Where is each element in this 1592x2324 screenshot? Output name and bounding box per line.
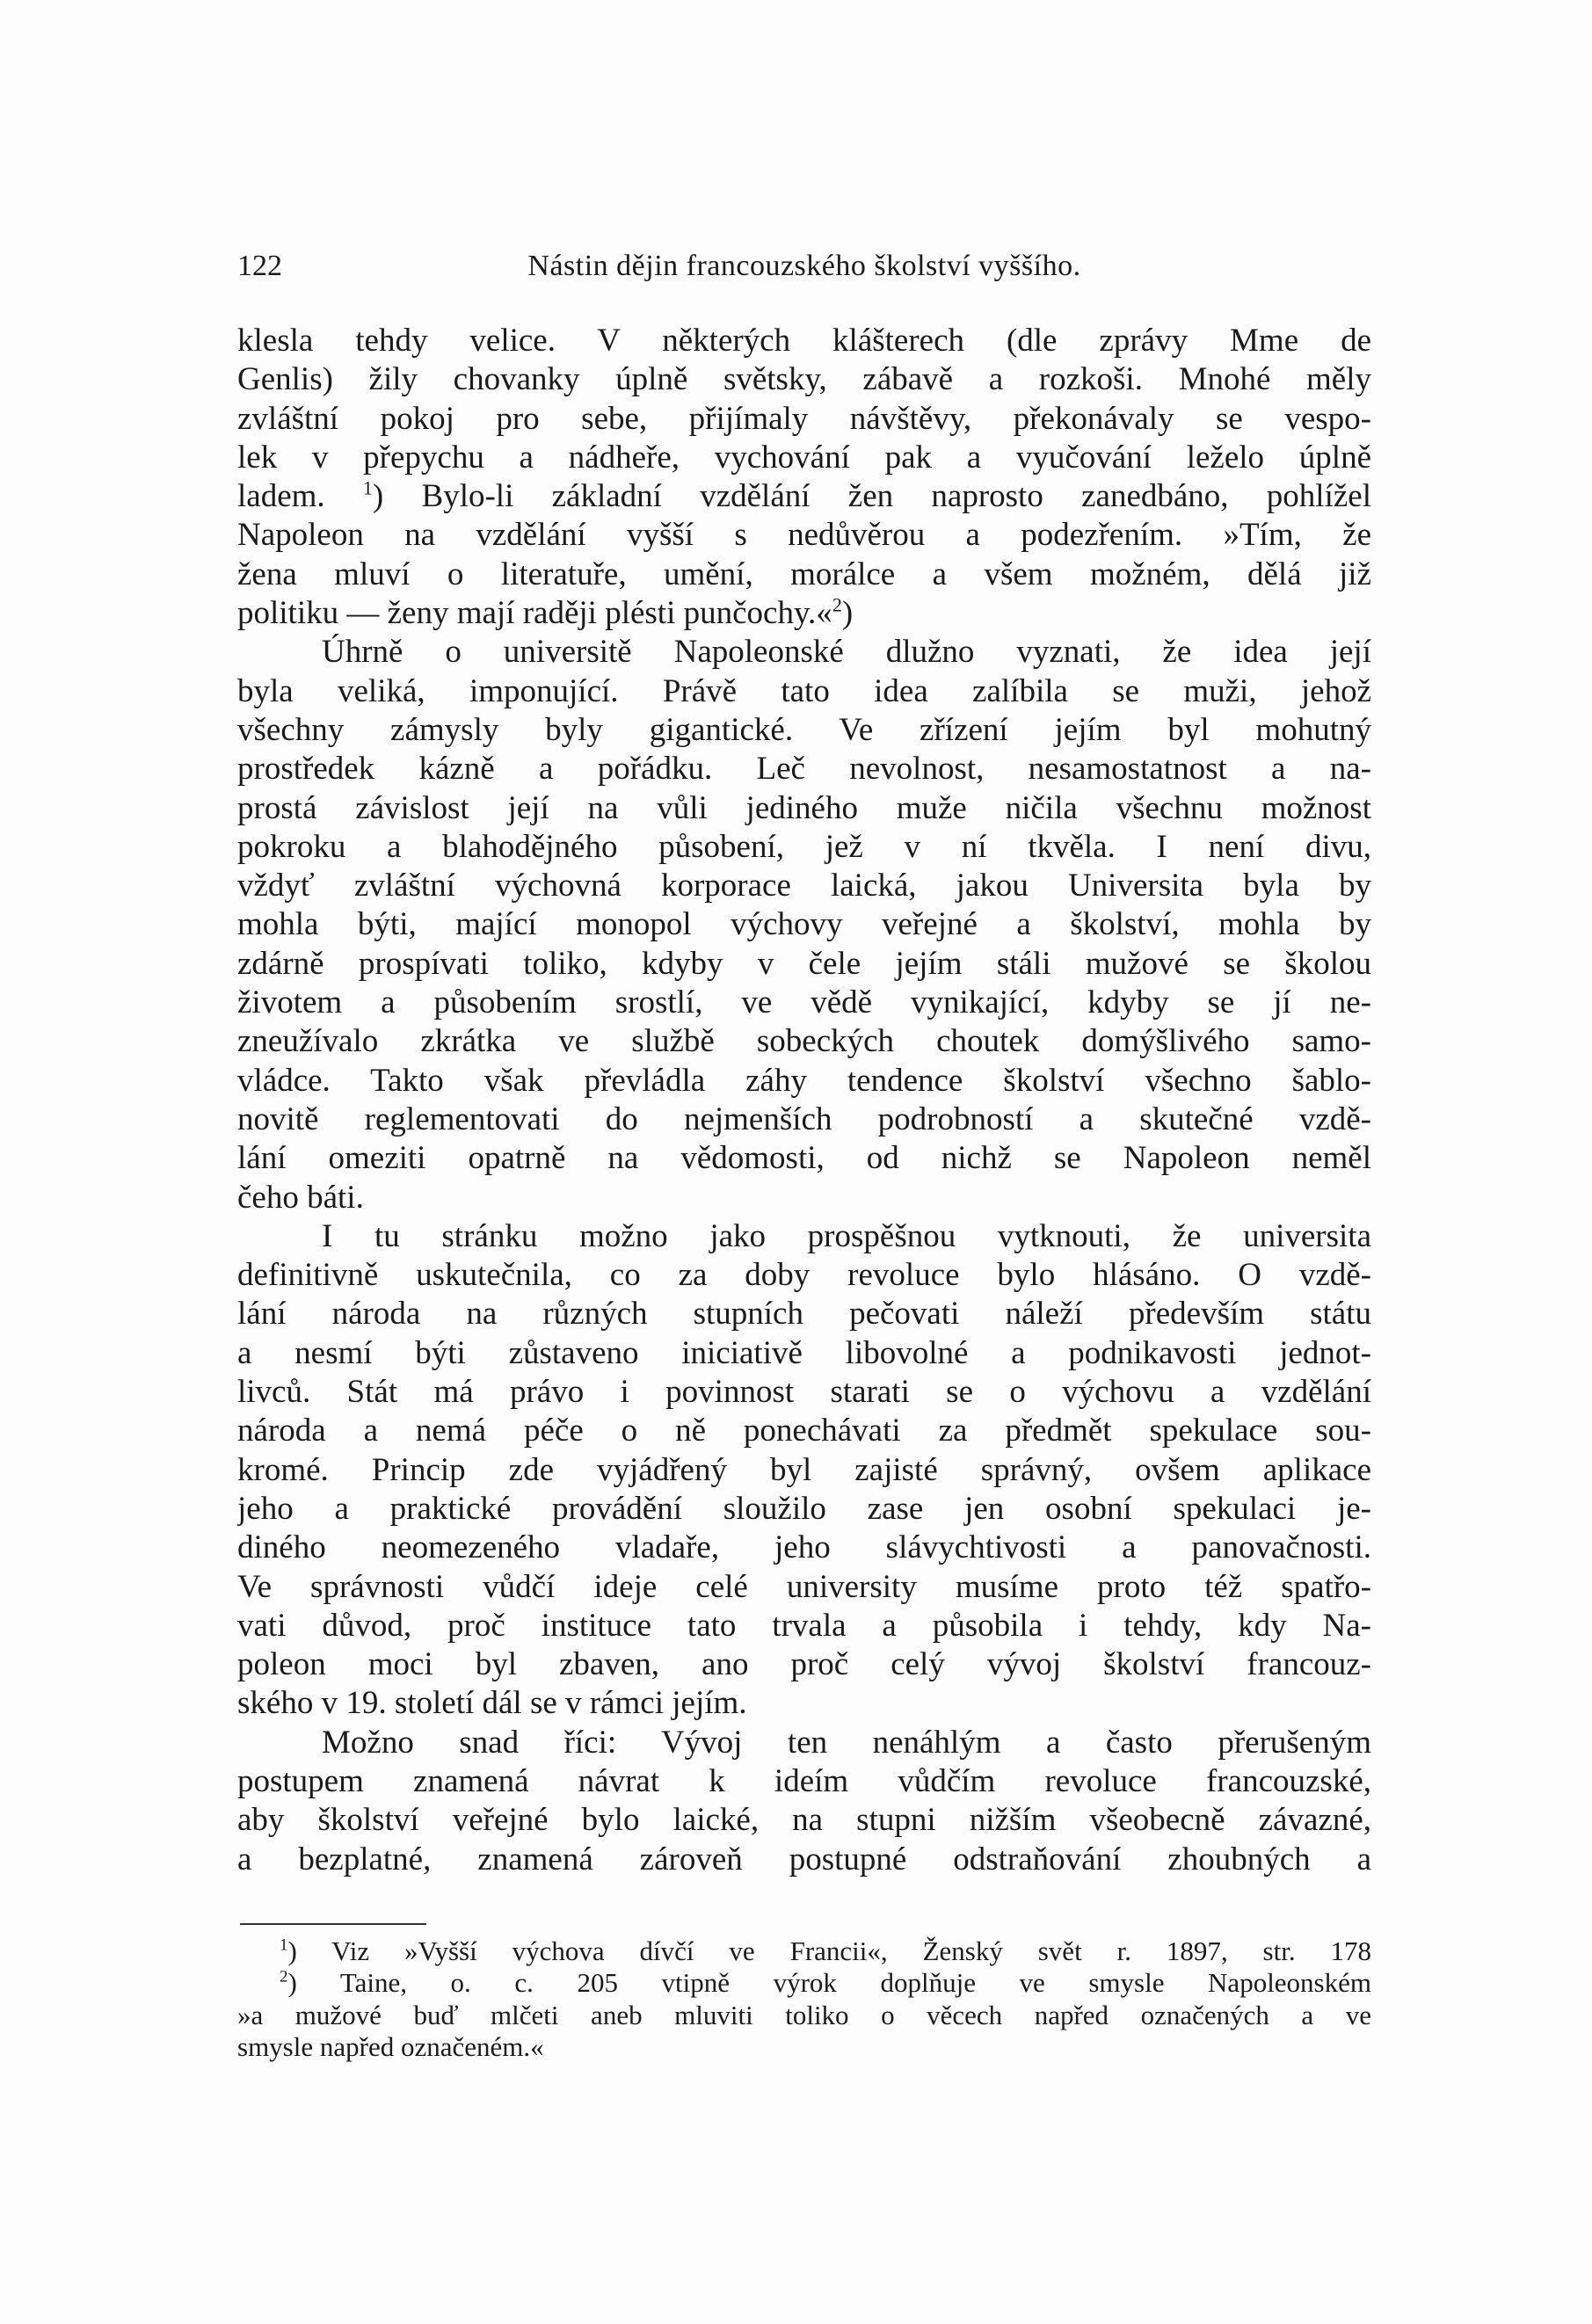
footnotes [237,1935,1371,2064]
footnote-marker: 1 [280,1935,288,1955]
text-line: livců. Stát má právo i povinnost starati se o výchovu a vzdělání [237,1374,1371,1411]
text-segment: ) [841,595,854,632]
text-line: žena mluví o literatuře, umění, morálce a všem možném, dělá již [237,556,1371,592]
text-line: lání omeziti opatrně na vědomosti, od nichž se Napoleon neměl [237,1140,1371,1177]
text-line: prostředek kázně a pořádku. Leč nevolnost, nesamostatnost a na- [237,751,1371,788]
text-line: definitivně uskutečnila, co za doby revoluce bylo hlásáno. O vzdě- [237,1257,1371,1294]
page-number: 122 [237,250,282,282]
footnote-line: smysle napřed označeném.« [237,2031,544,2063]
text-line: vati důvod, proč instituce tato trvala a působila i tehdy, kdy Na- [237,1607,1371,1644]
text-line: diného neomezeného vladaře, jeho slávychtivosti a panovačnosti. [237,1529,1371,1566]
text-line: zdárně prospívati toliko, kdyby v čele jejím stáli mužové se školou [237,945,1371,982]
text-line: zvláštní pokoj pro sebe, přijímaly návštěvy, překonávaly se vespo- [237,400,1371,437]
text-line: aby školství veřejné bylo laické, na stupni nižším všeobecně závazné, [237,1802,1371,1839]
running-title: Nástin dějin francouzského školství vyššího. [527,250,1081,282]
text-line: ského v 19. století dál se v rámci jejím. [237,1685,747,1722]
text-segment: politiku — ženy mají raději plésti punčochy.« [237,595,832,632]
paragraph-first-line: Úhrně o universitě Napoleonské dlužno vyznati, že idea její [322,634,1371,671]
text-line: poleon moci byl zbaven, ano proč celý vývoj školství francouz- [237,1646,1371,1683]
paragraph-first-line: I tu stránku možno jako prospěšnou vytknouti, že universita [322,1217,1371,1254]
footnote-text: ) Taine, o. c. 205 vtipně výrok doplňuje ve smysle Napoleonském [287,1967,1371,1999]
text-line: byla veliká, imponující. Právě tato idea zalíbila se muži, jehož [237,672,1371,709]
text-line: a bezplatné, znamená zároveň postupné odstraňování zhoubných a [237,1841,1371,1877]
text-line: klesla tehdy velice. V některých klášterech (dle zprávy Mme de [237,323,1371,359]
text-line [237,594,1371,633]
footnote-2 [237,1967,1371,1999]
text-line: pokroku a blahodějného působení, jež v ní tkvěla. I není divu, [237,828,1371,865]
footnote-1 [237,1935,1371,1967]
text-line: všechny zámysly byly gigantické. Ve zřízení jejím byl mohutný [237,711,1371,748]
footnote-line: »a mužové buď mlčeti aneb mluviti toliko o věcech napřed označených a ve [237,1999,1371,2030]
text-line: životem a působením srostlí, ve vědě vynikající, kdyby se jí ne- [237,984,1371,1021]
text-line: zneužívalo zkrátka ve službě sobeckých choutek domýšlivého samo- [237,1023,1371,1060]
text-line: Ve správnosti vůdčí ideje celé university musíme proto též spatřo- [237,1568,1371,1605]
text-line: Genlis) žily chovanky úplně světsky, zábavě a rozkoši. Mnohé měly [237,361,1371,398]
text-line: lání národa na různých stupních pečovati náleží především státu [237,1296,1371,1333]
footnote-text: ) Viz »Vyšší výchova dívčí ve Francii«, Ženský svět r. 1897, str. 178 [287,1935,1371,1966]
text-line: postupem znamená návrat k ideím vůdčím revoluce francouzské, [237,1762,1371,1799]
text-line: jeho a praktické provádění sloužilo zase jen osobní spekulaci je- [237,1490,1371,1527]
footnote-ref: 2 [832,594,842,616]
running-head [237,244,1371,288]
text-line: Napoleon na vzdělání vyšší s nedůvěrou a podezřením. »Tím, že [237,517,1371,554]
text-line: lek v přepychu a nádheře, vychování pak a vyučování leželo úplně [237,439,1371,476]
text-line: vládce. Takto však převládla záhy tendence školství všechno šablo- [237,1062,1371,1099]
text-line: kromé. Princip zde vyjádřený byl zajisté správný, ovšem aplikace [237,1451,1371,1488]
paragraph-first-line: Možno snad říci: Vývoj ten nenáhlým a často přerušeným [322,1724,1371,1761]
text-line: mohla býti, mající monopol výchovy veřejné a školství, mohla by [237,906,1371,943]
footnote-divider [240,1923,426,1925]
text-line [237,477,1371,516]
text-segment: ) Bylo-li základní vzdělání žen naprosto zanedbáno, pohlížel [372,478,1371,515]
text-segment: ladem. [237,478,325,515]
text-line: vždyť zvláštní výchovná korporace laická, jakou Universita byla by [237,868,1371,904]
text-line: prostá závislost její na vůli jediného muže ničila všechnu možnost [237,789,1371,826]
footnote-marker: 2 [280,1968,288,1987]
footnote-ref: 1 [362,477,373,499]
body-text [237,322,1371,1879]
text-line: národa a nemá péče o ně ponechávati za předmět spekulace sou- [237,1413,1371,1449]
text-line: novitě reglementovati do nejmenších podrobností a skutečné vzdě- [237,1100,1371,1137]
text-line: a nesmí býti zůstaveno iniciativě libovolné a podnikavosti jednot- [237,1334,1371,1371]
text-line: čeho báti. [237,1179,364,1216]
